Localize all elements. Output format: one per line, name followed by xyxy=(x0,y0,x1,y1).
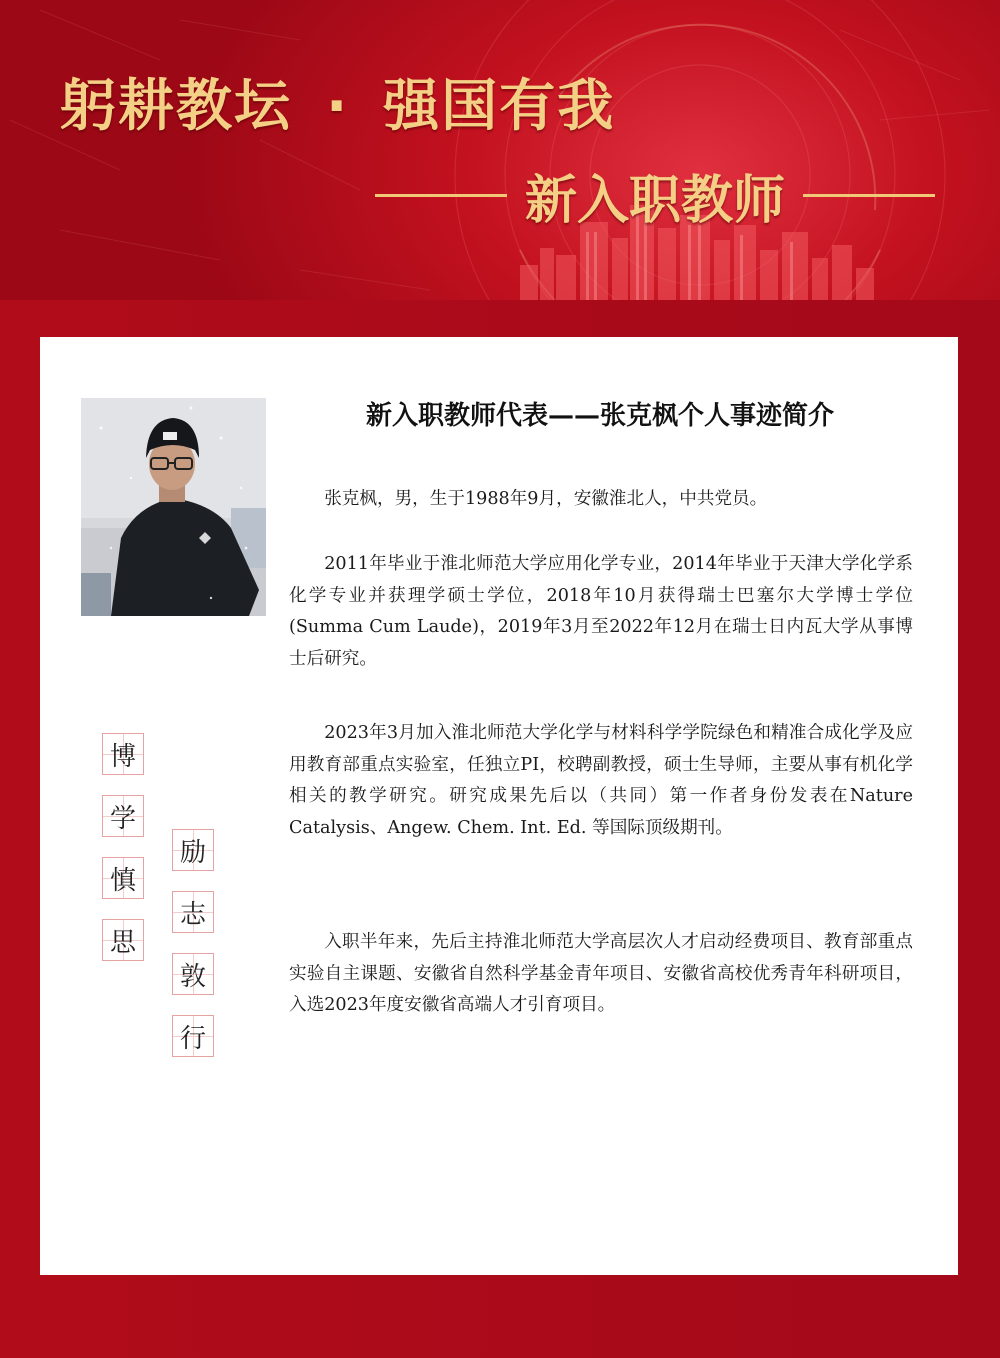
article-title: 新入职教师代表——张克枫个人事迹简介 xyxy=(365,401,834,431)
slogan-right: 强国有我 xyxy=(383,74,616,139)
motto-char: 博 xyxy=(102,733,144,775)
motto-char: 学 xyxy=(102,795,144,837)
motto-column-right xyxy=(172,829,214,1057)
motto-char: 思 xyxy=(102,919,144,961)
motto-char: 行 xyxy=(172,1015,214,1057)
subtitle-rule-right xyxy=(803,194,935,197)
intro-paragraph: 张克枫，男，生于1988年9月，安徽淮北人，中共党员。 xyxy=(324,489,768,509)
portrait-image xyxy=(81,398,266,616)
achievements-paragraph: 入职半年来，先后主持淮北师范大学高层次人才启动经费项目、教育部重点实验自主课题、安徽省自然科学基金青年项目、安徽省高校优秀青年科研项目，入选2023年度安徽省高端人才引育项目。 xyxy=(289,932,913,1015)
slogan-dot: · xyxy=(326,74,350,139)
motto-char: 志 xyxy=(172,891,214,933)
banner-subtitle-row xyxy=(375,160,935,230)
education-paragraph: 2011年毕业于淮北师范大学应用化学专业，2014年毕业于天津大学化学系化学专业并获理学硕士学位，2018年10月获得瑞士巴塞尔大学博士学位(Summa Cum Laude)，2019年3月至2022年12月在瑞士日内瓦大学从事博士后研究。 xyxy=(289,554,913,669)
position-paragraph: 2023年3月加入淮北师范大学化学与材料科学学院绿色和精准合成化学及应用教育部重点实验室，任独立PI，校聘副教授，硕士生导师，主要从事有机化学相关的教学研究。研究成果先后以（共同）第一作者身份发表在Nature Catalysis、Angew. Chem. Int. Ed. 等国际顶级期刊。 xyxy=(289,723,913,838)
teacher-photo xyxy=(81,398,266,616)
header-banner xyxy=(0,0,1000,320)
slogan-left: 躬耕教坛 xyxy=(60,74,292,139)
subtitle-rule-left xyxy=(375,194,507,197)
motto-char: 励 xyxy=(172,829,214,871)
banner-subtitle: 新入职教师 xyxy=(525,170,786,231)
banner-slogan xyxy=(60,62,615,142)
motto-column-left xyxy=(102,733,144,961)
motto-char: 慎 xyxy=(102,857,144,899)
motto-char: 敦 xyxy=(172,953,214,995)
